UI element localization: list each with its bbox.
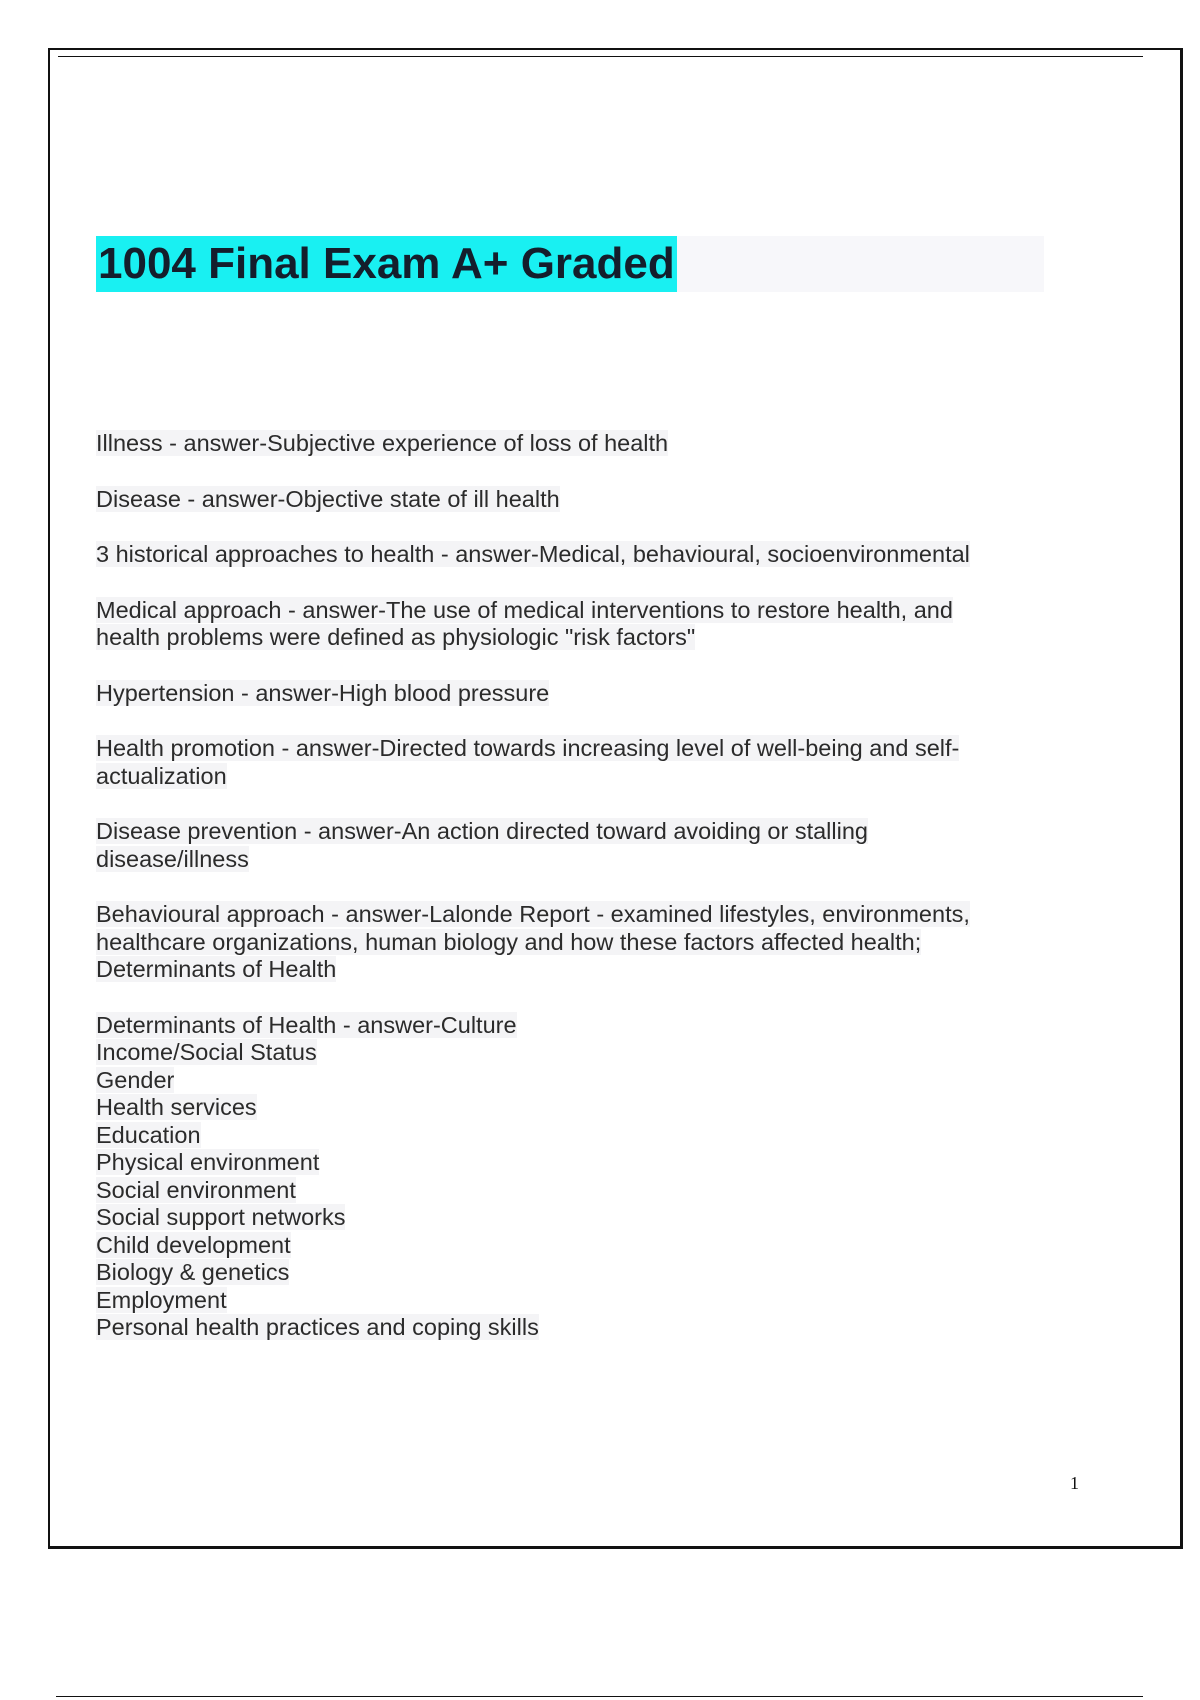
entry-line [96,1287,1056,1315]
qa-entry [96,597,1056,652]
qa-entry [96,1012,1056,1342]
entry-line [96,1204,1056,1232]
entry-line [96,901,1056,929]
qa-entry [96,901,1056,984]
entry-line-text: Child development [96,1231,291,1258]
qa-entries [96,430,1056,1370]
entry-line [96,430,1056,458]
qa-entry [96,430,1056,458]
qa-entry [96,735,1056,790]
entry-line-text: Income/Social Status [96,1039,317,1065]
entry-line [96,680,1056,708]
entry-line-text: Disease prevention - answer-An action directed toward avoiding or stalling [96,818,868,844]
entry-line-text: disease/illness [96,845,249,872]
entry-line-text: Gender [96,1066,175,1093]
entry-line-text: Determinants of Health [96,956,337,982]
entry-line [96,597,1056,625]
entry-line [96,956,1056,984]
entry-line-text: Health promotion - answer-Directed towards increasing level of well-being and self- [96,735,960,761]
qa-entry [96,818,1056,873]
entry-line [96,1094,1056,1122]
entry-line-text: Health services [96,1094,257,1120]
entry-line [96,1259,1056,1287]
entry-line [96,1177,1056,1205]
entry-line [96,818,1056,846]
entry-line [96,1039,1056,1067]
entry-line-text: Determinants of Health - answer-Culture [96,1011,517,1038]
entry-line-text: Personal health practices and coping skills [96,1314,539,1340]
entry-line [96,1314,1056,1342]
entry-line-text: Hypertension - answer-High blood pressure [96,679,550,706]
entry-line [96,486,1056,514]
entry-line-text: Behavioural approach - answer-Lalonde Report - examined lifestyles, environments, [96,901,970,927]
entry-line [96,624,1056,652]
entry-line [96,735,1056,763]
entry-line-text: Physical environment [96,1149,320,1175]
entry-line [96,1067,1056,1095]
entry-line-text: 3 historical approaches to health - answer-Medical, behavioural, socioenvironmental [96,541,970,567]
entry-line [96,929,1056,957]
entry-line-text: Disease - answer-Objective state of ill health [96,485,560,512]
top-rule [58,56,1143,57]
entry-line-text: Social environment [96,1176,296,1203]
entry-line-text: Education [96,1121,201,1148]
entry-line-text: Medical approach - answer-The use of medical interventions to restore health, and [96,596,953,623]
entry-line-text: healthcare organizations, human biology and how these factors affected health; [96,928,922,955]
qa-entry [96,680,1056,708]
qa-entry [96,486,1056,514]
qa-entry [96,541,1056,569]
entry-line [96,846,1056,874]
entry-line [96,763,1056,791]
entry-line-text: actualization [96,762,227,789]
entry-line-text: Illness - answer-Subjective experience of loss of health [96,430,669,456]
entry-line-text: Biology & genetics [96,1259,290,1285]
entry-line [96,541,1056,569]
entry-line-text: Employment [96,1286,227,1313]
page-number: 1 [1070,1473,1079,1493]
entry-line-text: health problems were defined as physiologic "risk factors" [96,624,696,650]
entry-line [96,1012,1056,1040]
document-title: 1004 Final Exam A+ Graded [96,236,677,292]
next-page-top-rule [56,1696,1143,1697]
entry-line [96,1149,1056,1177]
entry-line-text: Social support networks [96,1204,346,1230]
entry-line [96,1122,1056,1150]
entry-line [96,1232,1056,1260]
